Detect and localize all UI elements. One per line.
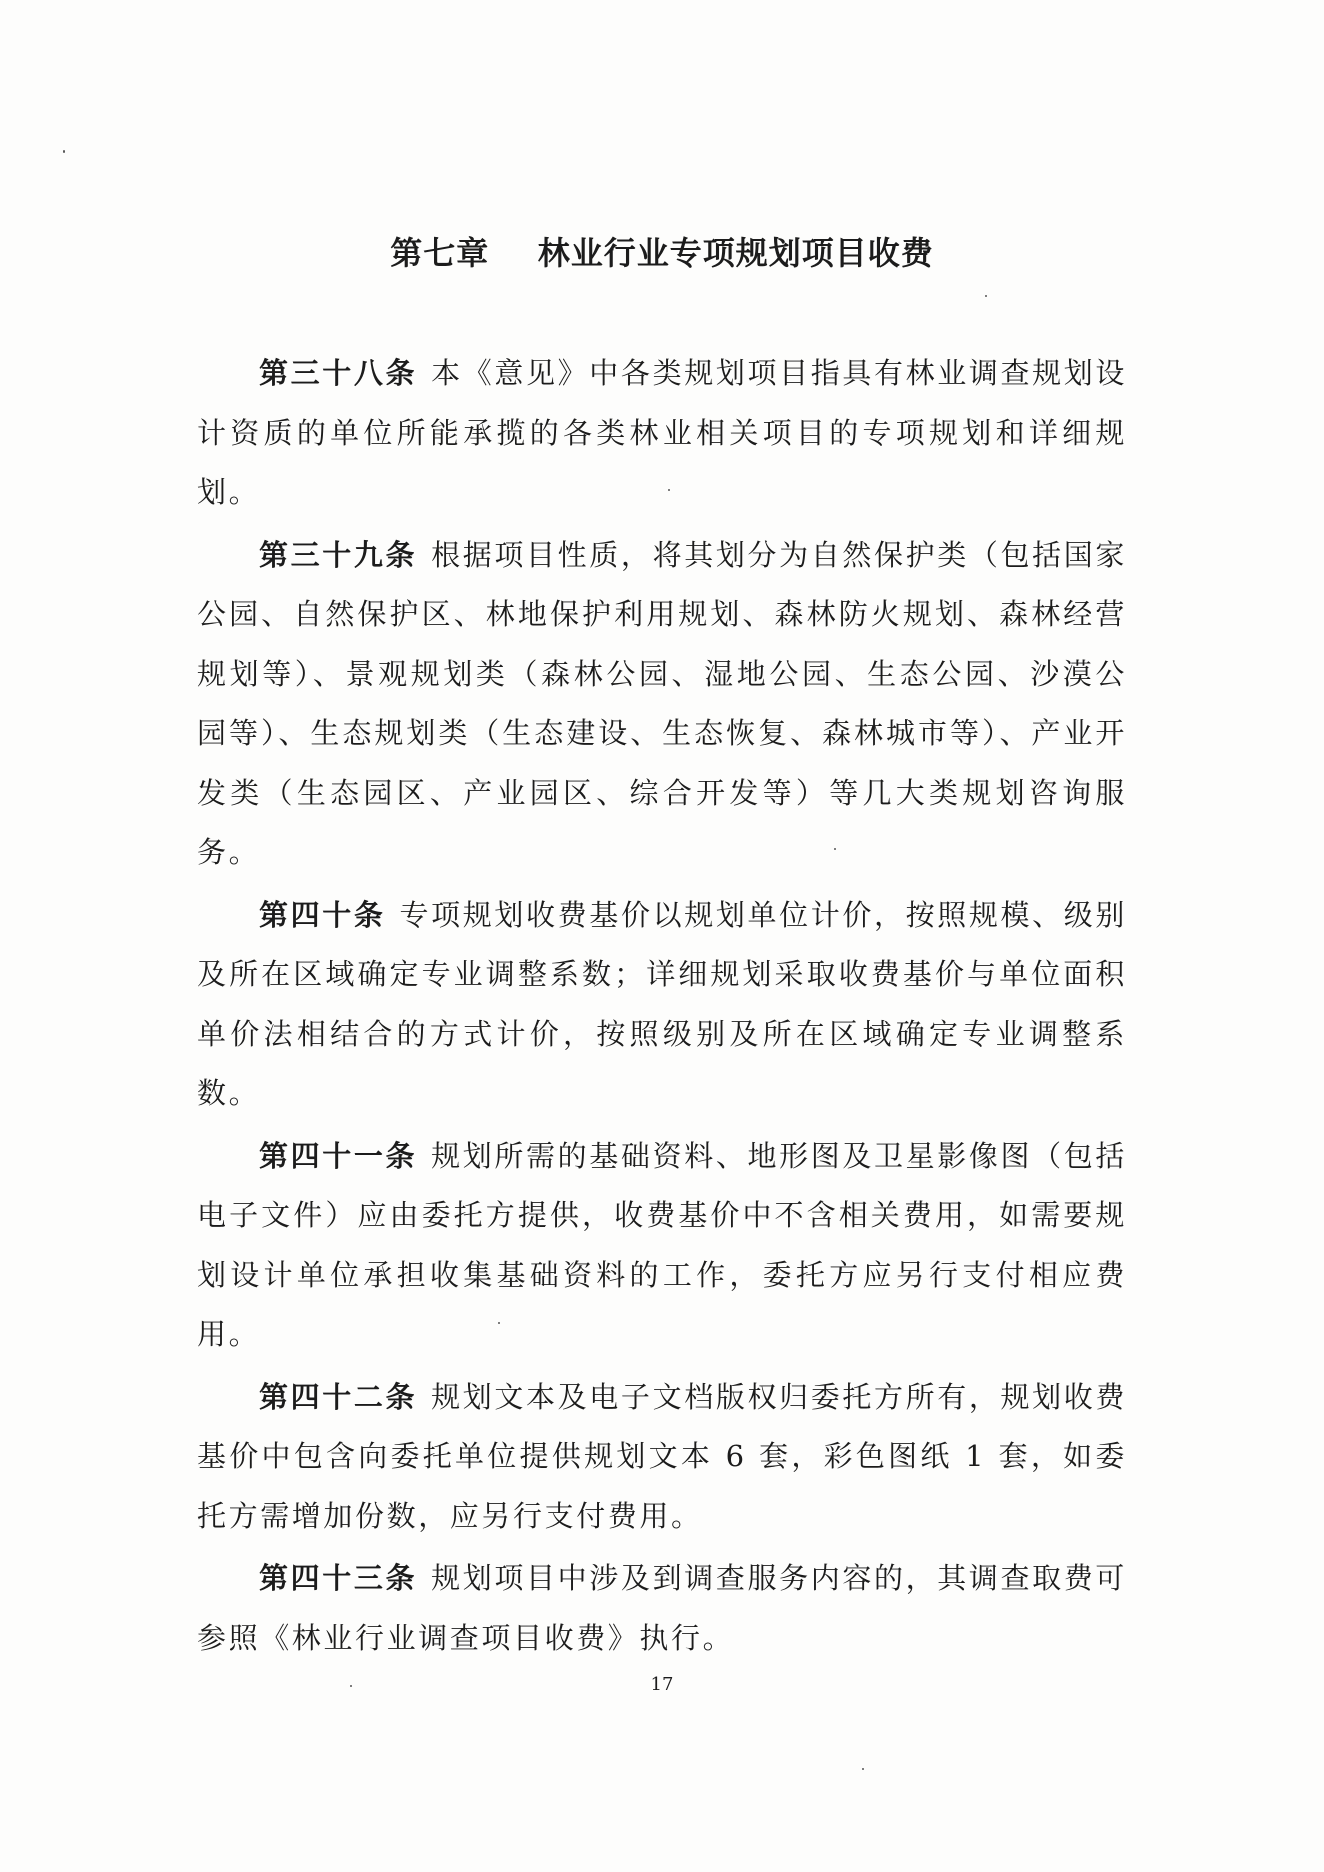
scan-speck xyxy=(63,150,65,153)
scan-speck xyxy=(862,1768,864,1770)
article-label: 第三十八条 xyxy=(259,356,418,390)
article-43 xyxy=(197,1549,1127,1668)
article-38 xyxy=(197,344,1127,523)
scan-speck xyxy=(498,1322,500,1324)
article-label: 第四十二条 xyxy=(259,1379,418,1414)
article-text: 根据项目性质，将其划分为自然保护类（包括国家公园、自然保护区、林地保护利用规划、森林防火规划、森林经营规划等）、景观规划类（森林公园、湿地公园、生态公园、沙漠公园等）、生态规划类（生态建设、生态恢复、森林城市等）、产业开发类（生态园区、产业园区、综合开发等）等几大类规划咨询服务。 xyxy=(197,537,1127,869)
article-42 xyxy=(197,1368,1127,1547)
article-text: 规划项目中涉及到调查服务内容的，其调查取费可参照《林业行业调查项目收费》执行。 xyxy=(197,1561,1127,1655)
page-number: 17 xyxy=(650,1674,674,1695)
scan-speck xyxy=(668,489,670,491)
scan-speck xyxy=(985,295,987,297)
article-40 xyxy=(197,886,1127,1124)
article-text: 专项规划收费基价以规划单位计价，按照规模、级别及所在区域确定专业调整系数；详细规划采取收费基价与单位面积单价法相结合的方式计价，按照级别及所在区域确定专业调整系数。 xyxy=(197,897,1127,1110)
article-text: 规划文本及电子文档版权归委托方所有，规划收费基价中包含向委托单位提供规划文本 6 套，彩色图纸 1 套，如委托方需增加份数，应另行支付费用。 xyxy=(197,1379,1127,1533)
scan-speck xyxy=(834,848,836,850)
article-label: 第四十三条 xyxy=(259,1561,418,1595)
article-39 xyxy=(197,526,1127,883)
article-text: 规划所需的基础资料、地形图及卫星影像图（包括电子文件）应由委托方提供，收费基价中不含相关费用，如需要规划设计单位承担收集基础资料的工作，委托方应另行支付相应费用。 xyxy=(197,1138,1127,1351)
article-label: 第四十条 xyxy=(259,897,386,932)
document-body xyxy=(197,344,1127,1671)
article-41 xyxy=(197,1127,1127,1365)
article-label: 第四十一条 xyxy=(259,1138,418,1173)
article-label: 第三十九条 xyxy=(259,537,418,572)
article-text: 本《意见》中各类规划项目指具有林业调查规划设计资质的单位所能承揽的各类林业相关项目的专项规划和详细规划。 xyxy=(197,356,1127,509)
scan-speck xyxy=(350,1685,352,1687)
chapter-title: 第七章 林业行业专项规划项目收费 xyxy=(390,234,934,272)
